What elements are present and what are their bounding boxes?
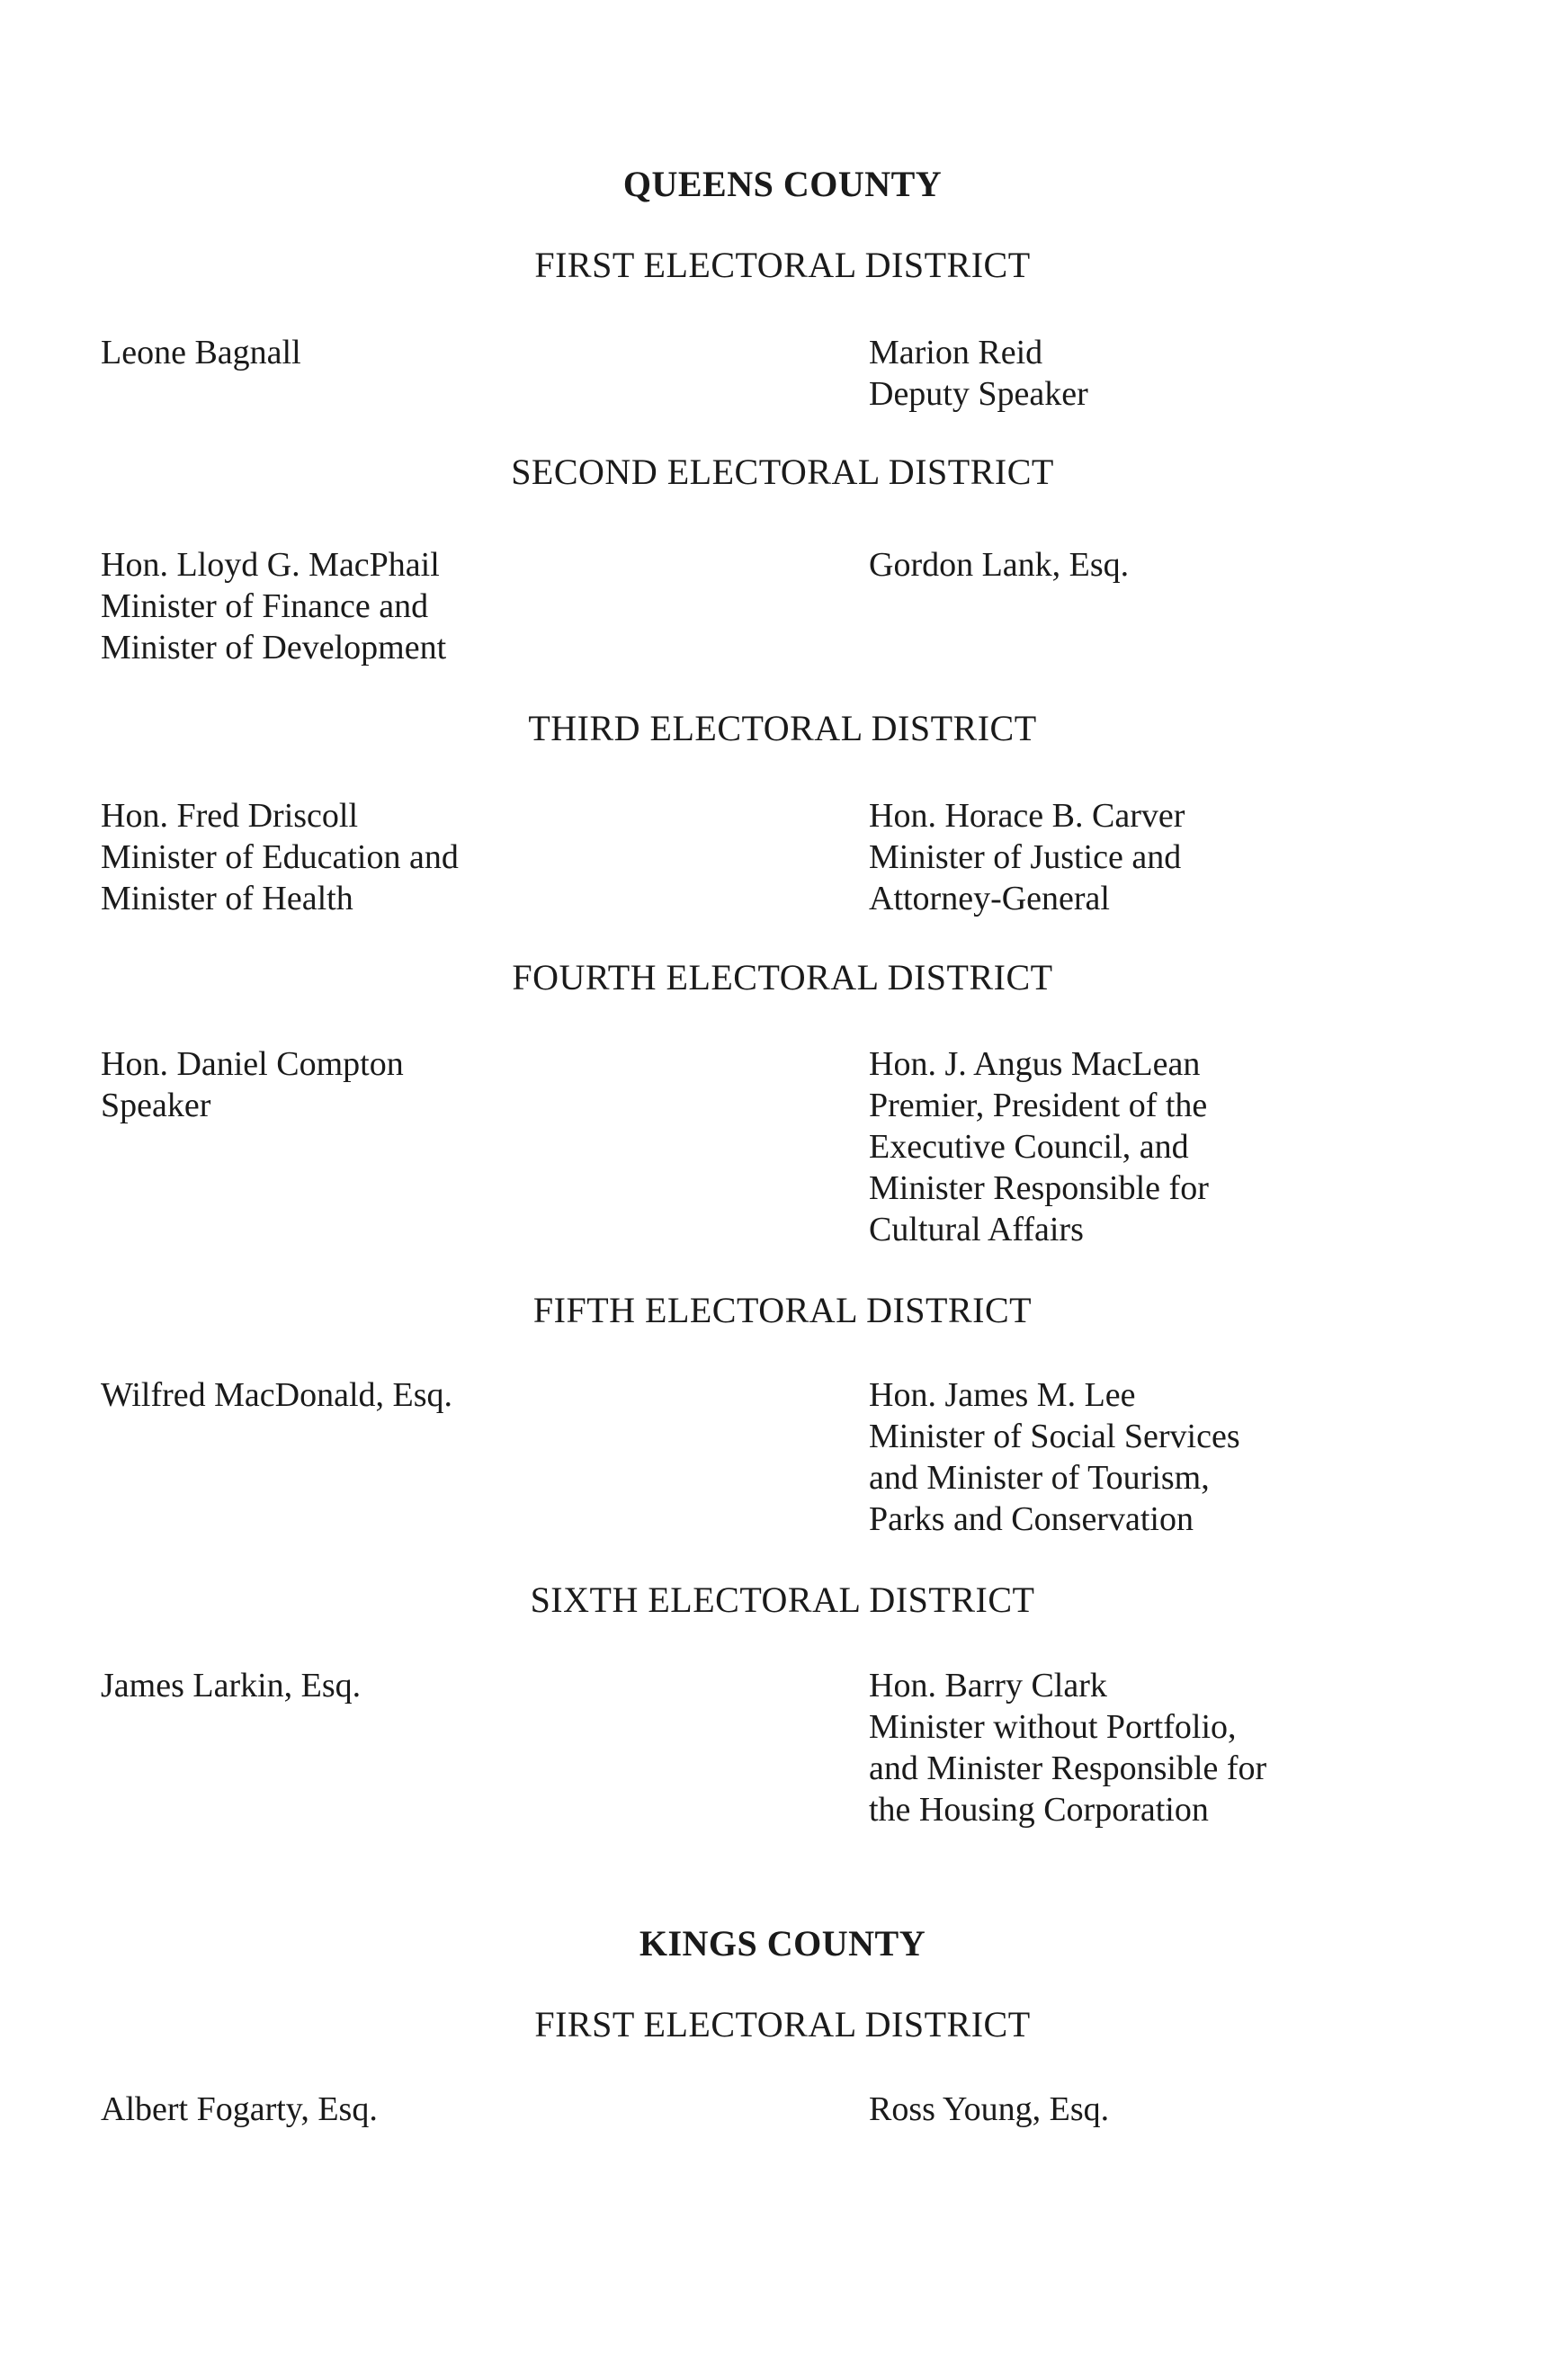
member-right <box>869 332 1088 415</box>
member-line: Ross Young, Esq. <box>869 2090 1110 2128</box>
member-line: Executive Council, and <box>869 1128 1189 1166</box>
member-line: and Minister of Tourism, <box>869 1459 1210 1497</box>
member-right <box>869 2089 1109 2130</box>
member-line: Marion Reid <box>869 334 1043 371</box>
member-line: James Larkin, Esq. <box>101 1667 362 1704</box>
member-line: Gordon Lank, Esq. <box>869 546 1130 584</box>
district-title: SIXTH ELECTORAL DISTRICT <box>530 1579 1035 1620</box>
member-line: Minister of Justice and <box>869 838 1182 876</box>
member-right <box>869 544 1129 586</box>
member-line: Premier, President of the <box>869 1087 1208 1124</box>
district-title: FIRST ELECTORAL DISTRICT <box>534 2004 1031 2044</box>
member-line: Attorney-General <box>869 880 1110 917</box>
member-left <box>101 795 459 919</box>
member-left <box>101 1043 404 1126</box>
member-line: Minister of Development <box>101 629 447 667</box>
member-line: Wilfred MacDonald, Esq. <box>101 1376 453 1414</box>
member-line: Hon. Lloyd G. MacPhail <box>101 546 440 584</box>
member-left <box>101 1374 452 1416</box>
member-line: Hon. J. Angus MacLean <box>869 1045 1201 1083</box>
member-right <box>869 1043 1209 1250</box>
member-right <box>869 1374 1240 1540</box>
member-left <box>101 1665 361 1706</box>
member-right <box>869 1665 1266 1830</box>
member-line: Minister Responsible for <box>869 1169 1209 1207</box>
member-left <box>101 2089 378 2130</box>
member-line: Cultural Affairs <box>869 1211 1084 1248</box>
member-line: Hon. Barry Clark <box>869 1667 1107 1704</box>
member-line: Minister of Health <box>101 880 353 917</box>
member-left <box>101 332 301 373</box>
member-line: Parks and Conservation <box>869 1500 1194 1538</box>
member-line: the Housing Corporation <box>869 1791 1209 1829</box>
district-title: FIRST ELECTORAL DISTRICT <box>534 245 1031 285</box>
county-title-kings: KINGS COUNTY <box>639 1923 926 1964</box>
member-left <box>101 544 446 668</box>
member-line: Minister of Social Services <box>869 1418 1240 1455</box>
county-title-queens: QUEENS COUNTY <box>622 164 943 204</box>
district-title: THIRD ELECTORAL DISTRICT <box>528 708 1037 748</box>
member-line: Minister without Portfolio, <box>869 1708 1237 1746</box>
member-right <box>869 795 1185 919</box>
district-title: SECOND ELECTORAL DISTRICT <box>511 452 1054 492</box>
member-line: Minister of Education and <box>101 838 459 876</box>
member-line: Minister of Finance and <box>101 587 429 625</box>
member-line: Leone Bagnall <box>101 334 301 371</box>
member-line: Hon. Fred Driscoll <box>101 797 359 835</box>
district-title: FOURTH ELECTORAL DISTRICT <box>512 957 1053 998</box>
member-line: and Minister Responsible for <box>869 1749 1267 1787</box>
member-line: Speaker <box>101 1087 211 1124</box>
member-line: Deputy Speaker <box>869 375 1088 413</box>
member-line: Albert Fogarty, Esq. <box>101 2090 378 2128</box>
member-line: Hon. Horace B. Carver <box>869 797 1185 835</box>
member-line: Hon. Daniel Compton <box>101 1045 404 1083</box>
member-line: Hon. James M. Lee <box>869 1376 1136 1414</box>
district-title: FIFTH ELECTORAL DISTRICT <box>532 1290 1033 1330</box>
